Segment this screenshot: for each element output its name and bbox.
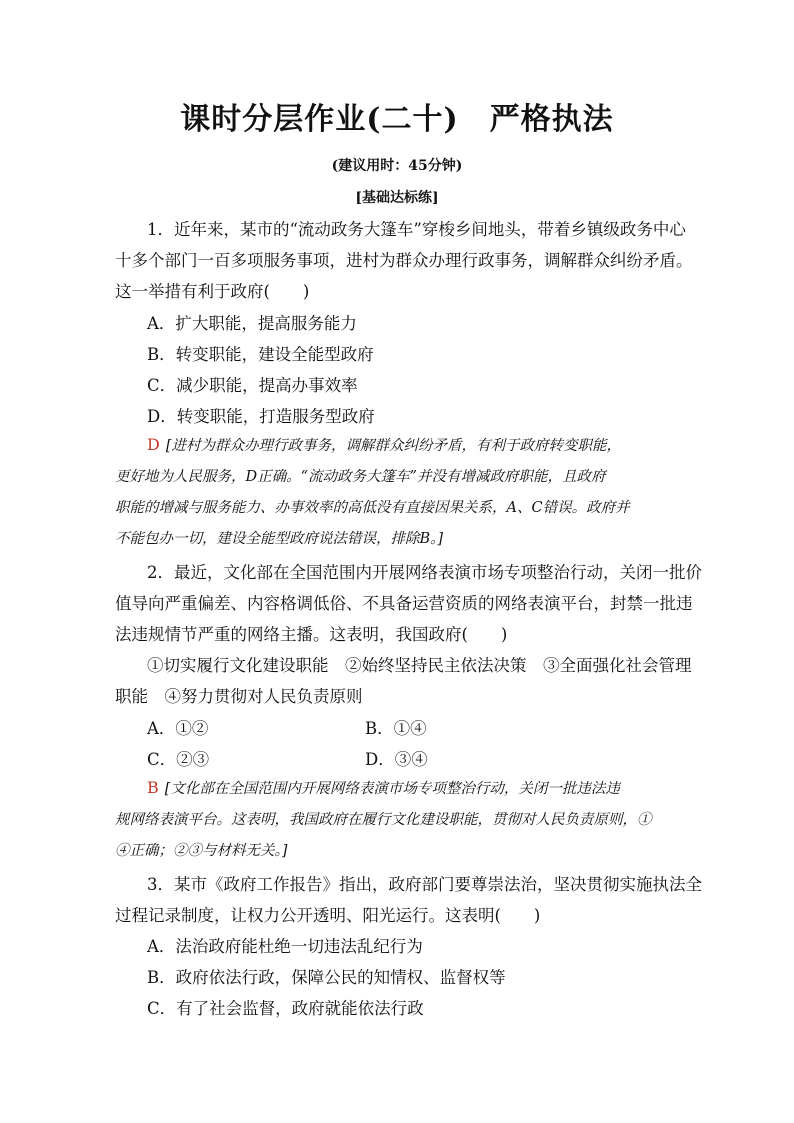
q1-option-c: C．减少职能，提高办事效率 bbox=[147, 376, 358, 395]
q3-option-a: A．法治政府能杜绝一切违法乱纪行为 bbox=[147, 937, 423, 956]
q2-stem-line: 值导向严重偏差、内容格调低俗、不具备运营资质的网络表演平台，封禁一批违 bbox=[115, 594, 693, 613]
q1-explanation-line: [进村为群众办理行政事务，调解群众纠纷矛盾，有利于政府转变职能， bbox=[165, 438, 621, 454]
q3-option-c: C．有了社会监督，政府就能依法行政 bbox=[147, 999, 424, 1018]
q2-option-a: A．①② bbox=[147, 719, 209, 738]
q2-statements-line: ①切实履行文化建设职能 ②始终坚持民主依法决策 ③全面强化社会管理 bbox=[147, 656, 692, 675]
q3-stem-line: 3．某市《政府工作报告》指出，政府部门要尊崇法治，坚决贯彻实施执法全 bbox=[147, 875, 702, 894]
q2-answer-letter: B bbox=[147, 778, 159, 797]
q1-option-d: D．转变职能，打造服务型政府 bbox=[147, 407, 375, 426]
q1-answer bbox=[147, 434, 621, 455]
q1-stem-line: 这一举措有利于政府( ) bbox=[115, 282, 310, 301]
q1-option-a: A．扩大职能，提高服务能力 bbox=[147, 314, 357, 333]
q2-stem-line: 2．最近，文化部在全国范围内开展网络表演市场专项整治行动，关闭一批价 bbox=[147, 563, 702, 582]
q2-explanation-line: ④正确；②③与材料无关。] bbox=[115, 843, 288, 859]
q3-option-b: B．政府依法行政，保障公民的知情权、监督权等 bbox=[147, 968, 506, 987]
q1-explanation-line: 职能的增减与服务能力、办事效率的高低没有直接因果关系，A、C错误。政府并 bbox=[115, 500, 630, 516]
q3-stem-line: 过程记录制度，让权力公开透明、阳光运行。这表明( ) bbox=[115, 906, 541, 925]
q2-answer bbox=[147, 777, 620, 798]
q1-answer-letter: D bbox=[147, 435, 160, 454]
q2-option-d: D．③④ bbox=[365, 750, 428, 769]
q2-option-c: C．②③ bbox=[147, 750, 210, 769]
page-title: 课时分层作业(二十) 严格执法 bbox=[180, 102, 614, 137]
q2-stem-line: 法违规情节严重的网络主播。这表明，我国政府( ) bbox=[115, 625, 508, 644]
q2-explanation-line: 规网络表演平台。这表明，我国政府在履行文化建设职能，贯彻对人民负责原则，① bbox=[115, 812, 652, 828]
q1-explanation-line: 不能包办一切，建设全能型政府说法错误，排除B。] bbox=[115, 531, 444, 547]
time-note: (建议用时：45分钟) bbox=[331, 158, 463, 174]
q1-stem-line: 1．近年来，某市的“流动政务大篷车”穿梭乡间地头，带着乡镇级政务中心 bbox=[147, 220, 686, 239]
q2-option-b: B．①④ bbox=[365, 719, 427, 738]
q2-statements-line: 职能 ④努力贯彻对人民负责原则 bbox=[115, 687, 363, 706]
q1-stem-line: 十多个部门一百多项服务事项，进村为群众办理行政事务，调解群众纠纷矛盾。 bbox=[115, 251, 693, 270]
q1-option-b: B．转变职能，建设全能型政府 bbox=[147, 345, 374, 364]
q2-explanation-line: [文化部在全国范围内开展网络表演市场专项整治行动，关闭一批违法违 bbox=[164, 781, 620, 797]
q1-explanation-line: 更好地为人民服务，D正确。“流动政务大篷车”并没有增减政府职能，且政府 bbox=[115, 469, 606, 485]
section-heading: [基础达标练] bbox=[355, 190, 439, 206]
